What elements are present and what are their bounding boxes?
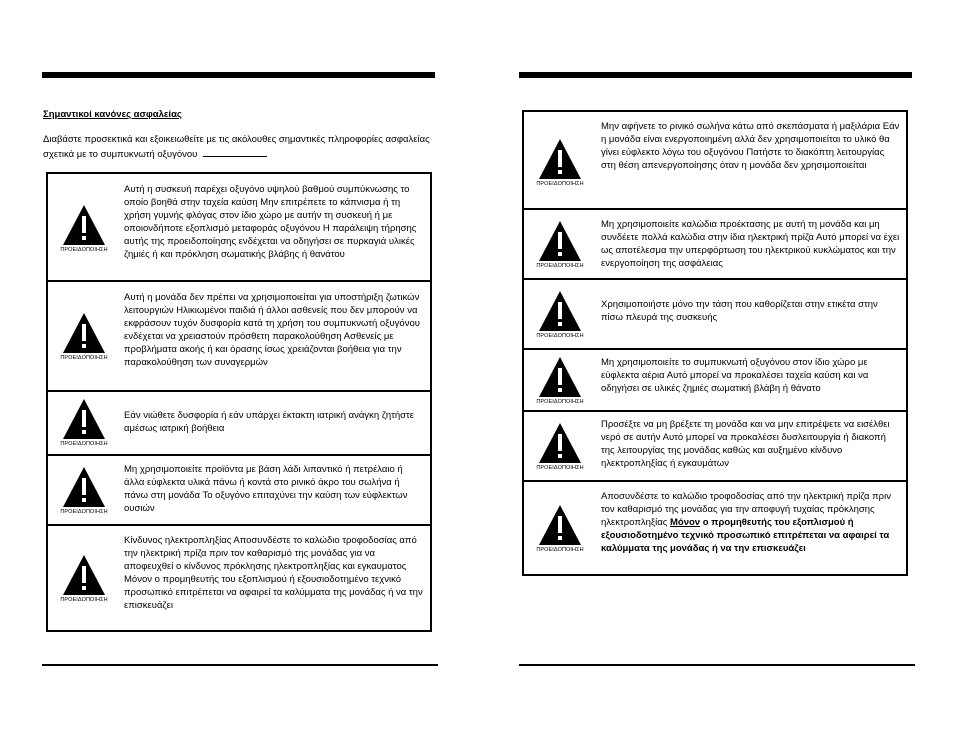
warning-triangle-icon — [62, 398, 106, 440]
warning-triangle-icon — [538, 422, 582, 464]
intro-paragraph — [43, 133, 443, 161]
warning-text: Αυτή η μονάδα δεν πρέπει να χρησιμοποιείται για υποστήριξη ζωτικών λειτουργιών Ηλικιωμένοι παιδιά ή άλλοι ασθενείς που δεν μπορούν να εκφράσουν τυχόν δυσφορία κατά τη χρήση του συμπυκνωτή οξυγόνου ενδέχεται να χρειαστούν πρόσθετη παρακολούθηση Ασθενείς με προβλήματα ακοής ή και όρασης ίσως χρειάζονται βοήθεια για την παρακολούθηση των συναγερμών — [124, 292, 420, 368]
warning-text: Χρησιμοποιήστε μόνο την τάση που καθορίζεται στην ετικέτα στην πίσω πλευρά της συσκευής — [601, 299, 878, 323]
intro-text: Διαβάστε προσεκτικά και εξοικειωθείτε με τις ακόλουθες σημαντικές πληροφορίες ασφαλείας σχετικά με το συμπυκνωτή οξυγόνου — [43, 134, 430, 160]
warning-label: ΠΡΟΕΙΔΟΠΟΙΗΣΗ — [536, 333, 584, 339]
warning-label: ΠΡΟΕΙΔΟΠΟΙΗΣΗ — [60, 509, 108, 515]
warning-symbol — [56, 204, 112, 253]
warning-symbol — [532, 356, 588, 405]
warning-triangle-icon — [538, 504, 582, 546]
warning-row — [48, 280, 430, 390]
warning-symbol — [532, 504, 588, 553]
blank-line — [203, 146, 267, 157]
warning-symbol — [532, 138, 588, 187]
warning-row — [524, 208, 906, 278]
warning-label: ΠΡΟΕΙΔΟΠΟΙΗΣΗ — [60, 247, 108, 253]
left-bottom-rule — [42, 664, 438, 666]
left-warning-table — [46, 172, 432, 632]
warning-triangle-icon — [62, 554, 106, 596]
warning-symbol — [56, 554, 112, 603]
warning-label: ΠΡΟΕΙΔΟΠΟΙΗΣΗ — [60, 355, 108, 361]
warning-symbol — [532, 422, 588, 471]
warning-label: ΠΡΟΕΙΔΟΠΟΙΗΣΗ — [60, 441, 108, 447]
warning-label: ΠΡΟΕΙΔΟΠΟΙΗΣΗ — [536, 547, 584, 553]
warning-label: ΠΡΟΕΙΔΟΠΟΙΗΣΗ — [536, 263, 584, 269]
warning-text: Μη χρησιμοποιείτε προϊόντα με βάση λάδι λιπαντικό ή πετρέλαιο ή άλλα εύφλεκτα υλικά πάνω ή κοντά στο ρινικό άκρο του σωλήνα ή πάνω στη μονάδα Το οξυγόνο επιταχύνει την καύση των εύφλεκτων ουσιών — [124, 464, 408, 514]
warning-row — [524, 480, 906, 574]
warning-symbol — [532, 290, 588, 339]
warning-text: Μη χρησιμοποιείτε καλώδια προέκτασης με αυτή τη μονάδα και μη συνδέετε πολλά καλώδια στην ίδια ηλεκτρική πρίζα Αυτό μπορεί να έχει ως αποτέλεσμα την υπερφόρτωση του ηλεκτρικού κυκλώματος και την ενεργοποίηση της ασφάλειας — [601, 219, 900, 269]
warning-triangle-icon — [538, 290, 582, 332]
warning-symbol — [56, 398, 112, 447]
warning-text-bold: ο προμηθευτής του εξοπλισμού ή εξουσιοδοτημένο τεχνικό προσωπικό επιτρέπεται να αφαιρεί τα καλύμματα της μονάδας ή να την επισκευάζει — [601, 517, 890, 554]
warning-symbol — [56, 466, 112, 515]
warning-row — [48, 390, 430, 454]
right-top-rule — [519, 72, 912, 78]
warning-text-emphasis: Μόνον — [670, 517, 701, 528]
warning-triangle-icon — [538, 138, 582, 180]
warning-symbol — [56, 312, 112, 361]
warning-label: ΠΡΟΕΙΔΟΠΟΙΗΣΗ — [60, 597, 108, 603]
warning-row — [48, 454, 430, 524]
right-warning-table — [522, 110, 908, 576]
right-bottom-rule — [519, 664, 915, 666]
left-top-rule — [42, 72, 435, 78]
warning-row — [524, 410, 906, 480]
page-title: Σημαντικοί κανόνες ασφαλείας — [43, 109, 182, 120]
warning-text: Προσέξτε να μη βρέξετε τη μονάδα και να μην επιτρέψετε να εισέλθει νερό σε αυτήν Αυτό μπορεί να προκαλέσει δυσλειτουργία ή διακοπή της λειτουργίας της μονάδας καθώς και αυξημένο κίνδυνο ηλεκτροπληξίας ή εγκαυμάτων — [601, 419, 890, 469]
warning-text-plain: Αποσυνδέστε το καλώδιο τροφοδοσίας από την ηλεκτρική πρίζα πριν τον καθαρισμό της μονάδας για την αποφυγή τυχαίας πρόκλησης ηλεκτροπληξίας — [601, 491, 891, 528]
warning-label: ΠΡΟΕΙΔΟΠΟΙΗΣΗ — [536, 399, 584, 405]
warning-text: Αυτή η συσκευή παρέχει οξυγόνο υψηλού βαθμού συμπύκνωσης το οποίο βοηθά στην ταχεία καύση Μην επιτρέπετε το κάπνισμα ή τη χρήση γυμνής φλόγας στον ίδιο χώρο με αυτήν τη συσκευή ή με οποιονδήποτε εξοπλισμό μεταφοράς οξυγόνου Η παράλειψη τήρησης αυτής της προειδοποίησης ενδέχεται να οδηγήσει σε πυρκαγιά υλικές ζημιές ή και πρόκληση σωματικής βλάβης ή θανάτου — [124, 184, 417, 260]
warning-triangle-icon — [538, 220, 582, 262]
warning-text: Μη χρησιμοποιείτε το συμπυκνωτή οξυγόνου στον ίδιο χώρο με εύφλεκτα αέρια Αυτό μπορεί να προκαλέσει ταχεία καύση και να οδηγήσει σε υλικές ζημιές σωματική βλάβη ή θάνατο — [601, 357, 869, 394]
warning-row — [48, 174, 430, 280]
warning-text: Κίνδυνος ηλεκτροπληξίας Αποσυνδέστε το καλώδιο τροφοδοσίας από την ηλεκτρική πρίζα πριν τον καθαρισμό της μονάδας για να αποφευχθεί ο κίνδυνος πρόκλησης ηλεκτροπληξίας και εγκαυματος Μόνον ο προμηθευτής του εξοπλισμού ή εξουσιοδοτημένο τεχνικό προσωπικό επιτρέπεται να αφαιρεί τα καλύμματα της μονάδας ή να την επισκευάζει — [124, 535, 423, 611]
warning-row — [524, 348, 906, 410]
warning-triangle-icon — [62, 466, 106, 508]
warning-label: ΠΡΟΕΙΔΟΠΟΙΗΣΗ — [536, 181, 584, 187]
warning-text: Εάν νιώθετε δυσφορία ή εάν υπάρχει έκτακτη ιατρική ανάγκη ζητήστε αμέσως ιατρική βοήθεια — [124, 410, 415, 434]
warning-label: ΠΡΟΕΙΔΟΠΟΙΗΣΗ — [536, 465, 584, 471]
warning-row — [48, 524, 430, 630]
warning-row — [524, 278, 906, 348]
warning-triangle-icon — [538, 356, 582, 398]
warning-row — [524, 112, 906, 208]
warning-symbol — [532, 220, 588, 269]
warning-text: Μην αφήνετε το ρινικό σωλήνα κάτω από σκεπάσματα ή μαξιλάρια Εάν η μονάδα είναι ενεργοποιημένη αλλά δεν χρησιμοποιείται το υλικό θα γίνει εύφλεκτο λόγω του οξυγόνου Πατήστε το διακόπτη λειτουργίας στη θέση απενεργοποίησης όταν η μονάδα δεν χρησιμοποιείται — [601, 121, 900, 171]
warning-text — [601, 490, 900, 555]
warning-triangle-icon — [62, 204, 106, 246]
warning-triangle-icon — [62, 312, 106, 354]
